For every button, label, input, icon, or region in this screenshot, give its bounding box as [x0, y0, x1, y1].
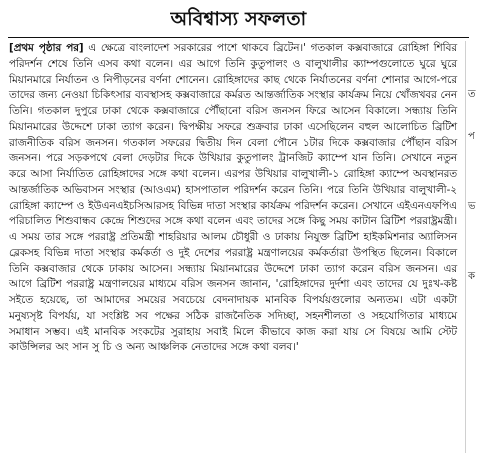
article-headline: অবিশ্বাস্য সফলতা — [170, 8, 307, 30]
article-paragraph — [9, 41, 457, 356]
headline-rule — [8, 37, 469, 38]
adjacent-column-fragment: ভ — [468, 201, 476, 212]
article-body — [9, 41, 457, 356]
column-gutter — [465, 41, 466, 453]
continuation-lead: [প্রথম পৃষ্ঠার পর] — [9, 42, 84, 54]
adjacent-column-fragment: ক — [468, 271, 475, 282]
adjacent-column-fragment: প — [468, 131, 475, 142]
adjacent-column-fragment: ত — [468, 89, 476, 100]
article-text: এ ক্ষেত্রে বাংলাদেশ সরকারের পাশে থাকবে ব্রিটেন।' গতকাল কক্সবাজারে রোহিঙ্গা শিবির পরিদর্শন শেষে তিনি এসব কথা বলেন। এর আগে তিনি কুতুপালং ও বালুখালীর ক্যাম্পগুলোতে ঘুরে ঘুরে মিয়ানমারে নির্যাতন ও নিপীড়নের বর্ণনা শোনেন। রোহিঙ্গাদের কাছ থেকে নির্যাতনের বর্ণনা শোনার আগে-পরে তাদের জন্য নেওয়া চিকিৎসার ব্যবস্থাসহ কক্সবাজারে কর্মরত আন্তর্জাতিক সংস্থার কার্যক্রম নিয়ে খোঁজখবর নেন তিনি। গতকাল দুপুরে ঢাকা থেকে কক্সবাজারে পৌঁছানো বরিস জনসন ফিরে আসেন বিকালে। সন্ধ্যায় তিনি মিয়ানমারের উদ্দেশে ঢাকা ত্যাগ করেন। দ্বিপক্ষীয় সফরে শুক্রবার ঢাকা এসেছিলেন বহুল আলোচিত ব্রিটিশ রাজনীতিক বরিস জনসন। গতকাল সফরের দ্বিতীয় দিন বেলা পৌনে ১টার দিকে কক্সবাজার পৌঁছান বরিস জনসন। পরে সড়কপথে বেলা দেড়টার দিকে উখিয়ার কুতুপালং ট্রানজিট ক্যাম্পে যান তিনি। সেখানে নতুন করে আসা নির্যাতিত রোহিঙ্গাদের সঙ্গে কথা বলেন। এরপর উখিয়ার বালুখালী-১ রোহিঙ্গা ক্যাম্পে অবস্থানরত আন্তর্জাতিক অভিবাসন সংস্থার (আওএম) হাসপাতাল পরিদর্শন করেন তিনি। পরে তিনি উখিয়ার বালুখালী-২ রোহিঙ্গা ক্যাম্পে ও ইউএনএইচসিআরসহ বিভিন্ন দাতা সংস্থার কার্যক্রম পরিদর্শন করেন। সেখানে এইএনএফপিএ পরিচালিত শিশুবান্ধব কেন্দ্রে শিশুদের সঙ্গে কথা বলেন এবং তাদের সঙ্গে কিছু সময় কাটান ব্রিটিশ পররাষ্ট্রমন্ত্রী। এ সময় তার সঙ্গে পররাষ্ট্র প্রতিমন্ত্রী শাহরিয়ার আলম চৌধুরী ও ঢাকায় নিযুক্ত ব্রিটিশ হাইকমিশনার অ্যালিসন ব্লেকসহ বিভিন্ন দাতা সংস্থার কর্মকর্তা ও দুই দেশের পররাষ্ট্র মন্ত্রণালয়ের কর্মকর্তারা উপস্থিত ছিলেন। বিকালে তিনি কক্সবাজার থেকে ঢাকায় আসেন। সন্ধ্যায় মিয়ানমারের উদ্দেশে ঢাকা ত্যাগ করেন বরিস জনসন। এর আগে ব্রিটিশ পররাষ্ট্র মন্ত্রণালয়ের মাধ্যমে বরিস জনসন জানান, 'রোহিঙ্গাদের দুর্দশা এবং তাদের যে দুঃখ-কষ্ট সইতে হয়েছে, তা আমাদের সময়ের সবচেয়ে বেদনাদায়ক মানবিক বিপর্যয়গুলোর অন্যতম। এটা একটা মনুষ্যসৃষ্ট বিপর্যয়, যা সংশ্লিষ্ট সব পক্ষের সঠিক রাজনৈতিক সদিচ্ছা, সহনশীলতা ও সহযোগিতার মাধ্যমে সমাধান সম্ভব। এই মানবিক সংকটের সুরাহায় সবাই মিলে কীভাবে কাজ করা যায় সে বিষয়ে আমি স্টেট কাউন্সিলর অং সান সু চি ও অন্য আঞ্চলিক নেতাদের সঙ্গে কথা বলব।' — [9, 42, 457, 354]
